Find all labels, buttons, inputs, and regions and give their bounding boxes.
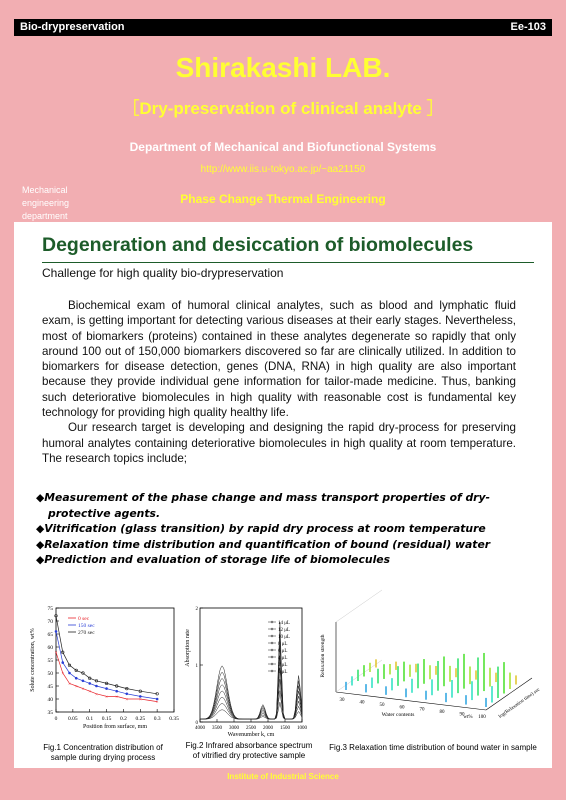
x-tick-label: 2500 bbox=[246, 726, 256, 731]
data-point bbox=[95, 685, 98, 688]
category-label: Bio-drypreservation bbox=[20, 21, 125, 33]
x-tick-label: 0.05 bbox=[68, 716, 78, 722]
legend-label: 8 μL bbox=[278, 642, 288, 647]
y-axis-label: Solute concentration, wt% bbox=[30, 628, 36, 692]
z-axis-label: log(Relaxation time) sec bbox=[498, 687, 542, 720]
data-point: × bbox=[88, 690, 92, 696]
figure-2-chart bbox=[182, 602, 310, 742]
figure-3-chart bbox=[314, 606, 542, 720]
data-point bbox=[68, 672, 71, 675]
legend-label: 270 sec bbox=[78, 630, 95, 636]
figure-3-caption: Fig.3 Relaxation time distribution of bound water in sample bbox=[329, 743, 537, 752]
data-point bbox=[88, 682, 91, 685]
fig2-plot bbox=[185, 607, 308, 738]
y-tick-label: 45 bbox=[47, 684, 53, 690]
x-tick-label: 0 bbox=[54, 716, 58, 722]
topic-item: ◆Relaxation time distribution and quantification of bound (residual) water bbox=[36, 537, 491, 551]
legend-label: 6 μL bbox=[278, 649, 288, 654]
data-point bbox=[75, 677, 78, 680]
topic-item: ◆Measurement of the phase change and mass transport properties of dry-protective agents. bbox=[36, 491, 491, 520]
y-tick-label: 65 bbox=[47, 632, 53, 638]
data-point bbox=[82, 680, 85, 683]
x-tick-label: 50 bbox=[379, 702, 385, 708]
x-tick-label: 0.25 bbox=[135, 716, 146, 722]
x-tick-label: 70 bbox=[419, 707, 425, 713]
side-label-line: Mechanical bbox=[22, 185, 68, 195]
subtitle: ［Dry-preservation of clinical analyte ］ bbox=[122, 99, 444, 118]
legend-label: 2 μL bbox=[278, 663, 288, 668]
paragraph: Our research target is developing and designing the rapid dry-process for preserving humoral analytes containing deteriorative biomolecules in high quality at room temperature. The research topics include; bbox=[42, 421, 516, 465]
content-panel bbox=[14, 222, 552, 768]
data-point: × bbox=[125, 698, 129, 703]
y-tick-label: 1 bbox=[195, 664, 198, 669]
y-tick-label: 75 bbox=[47, 606, 53, 612]
legend-label: 0 sec bbox=[78, 616, 90, 622]
data-point: × bbox=[68, 682, 71, 688]
spectrum-line bbox=[200, 668, 302, 719]
x-tick-label: 3000 bbox=[229, 726, 239, 731]
x-tick-label: 30 bbox=[339, 698, 345, 703]
y-tick-label: 60 bbox=[47, 645, 53, 651]
x-tick-label: 0.15 bbox=[101, 716, 112, 722]
data-point: × bbox=[105, 695, 108, 701]
data-point: × bbox=[74, 685, 78, 690]
paragraph: Biochemical exam of humoral clinical analytes, such as blood and lymphatic fluid exam, is getting important for detecting various diseases at their early stages. Nevertheless, most of biomarkers (proteins) contained in these analytes degenerate so rapidly that only around 100 out of 150,000 biomarkers discovered so far are clinically utilized. In addition to biomarkers for disease detection, genes (DNA, RNA) in high quality are also important because they provide individual gene information for tailor-made medicine. Thus, banking such deteriorative biomolecules in high quality with reasonable cost is fundamental key technology for providing high quality healthy life. bbox=[42, 299, 516, 420]
data-point bbox=[105, 687, 108, 690]
side-label-line: engineering bbox=[22, 198, 70, 208]
data-point bbox=[156, 698, 159, 701]
data-point bbox=[61, 661, 64, 664]
data-point: × bbox=[115, 695, 119, 701]
y-tick-label: 0 bbox=[195, 721, 198, 726]
lab-url[interactable]: http://www.iis.u-tokyo.ac.jp/~aa21150 bbox=[200, 164, 366, 175]
lab-name: Shirakashi LAB. bbox=[175, 52, 391, 83]
series-line bbox=[56, 652, 157, 701]
y-tick-label: 2 bbox=[195, 607, 198, 612]
figure-2-caption: Fig.2 Infrared absorbance spectrum of vitrified dry protective sample bbox=[185, 741, 313, 760]
x-tick-label: 1000 bbox=[297, 726, 307, 731]
x-tick-label: 0.2 bbox=[119, 716, 127, 722]
y-tick-label: 50 bbox=[47, 671, 53, 677]
data-point: × bbox=[95, 692, 98, 698]
fig3-plot bbox=[320, 590, 542, 720]
topic-item: ◆Prediction and evaluation of storage life of biomolecules bbox=[36, 553, 391, 566]
legend-label: 150 sec bbox=[78, 623, 95, 629]
footer: Institute of Industrial Science bbox=[227, 772, 339, 781]
topic-list bbox=[36, 490, 540, 568]
fig1-plot bbox=[30, 606, 179, 730]
y-tick-label: 40 bbox=[47, 697, 53, 703]
data-point: × bbox=[138, 698, 142, 703]
figure-1-chart bbox=[24, 602, 184, 742]
x-axis-label: Position from surface, mm bbox=[83, 724, 147, 730]
legend-label: 14 μL bbox=[278, 621, 290, 626]
x-tick-label: 90 bbox=[459, 712, 465, 718]
y-tick-label: 35 bbox=[47, 710, 53, 716]
x-tick-label: 2000 bbox=[263, 726, 273, 731]
x-tick-label: 0.3 bbox=[153, 716, 161, 722]
data-point bbox=[115, 690, 118, 693]
x-tick-label: 1500 bbox=[280, 726, 290, 731]
y-tick-label: 70 bbox=[47, 619, 53, 625]
heading-rule bbox=[42, 262, 534, 263]
data-point bbox=[126, 693, 129, 696]
x-tick-label: 0.35 bbox=[169, 716, 179, 722]
research-field: Phase Change Thermal Engineering bbox=[180, 192, 386, 206]
x-tick-label: 80 bbox=[439, 710, 445, 716]
figure-1-caption: Fig.1 Concentration distribution of sample during drying process bbox=[43, 743, 163, 762]
data-point: × bbox=[54, 651, 58, 657]
data-point: × bbox=[61, 672, 65, 677]
x-tick-label: 0.1 bbox=[86, 716, 94, 722]
x-tick-label: 100 bbox=[478, 715, 486, 720]
y-axis-label: Absorption rate bbox=[185, 629, 191, 667]
x-tick-label: 3500 bbox=[212, 726, 222, 731]
y-tick-label: 55 bbox=[47, 658, 53, 664]
x-tick-label: 60 bbox=[399, 705, 405, 711]
data-point: × bbox=[81, 687, 85, 693]
z-axis bbox=[486, 678, 532, 710]
legend-label: 4 μL bbox=[278, 656, 288, 661]
header-bar bbox=[14, 19, 552, 36]
department: Department of Mechanical and Biofunctional Systems bbox=[129, 140, 437, 154]
x-axis-unit: wt% bbox=[463, 715, 473, 720]
data-point bbox=[139, 695, 142, 698]
x-tick-label: 4000 bbox=[195, 726, 205, 731]
x-axis bbox=[336, 692, 486, 710]
y-axis-label: Relaxation strength bbox=[320, 634, 326, 678]
panel-challenge: Challenge for high quality bio-drypreservation bbox=[42, 266, 284, 280]
legend-label: 12 μL bbox=[278, 628, 290, 633]
legend-label: 0 μL bbox=[278, 670, 288, 675]
panel-heading: Degeneration and desiccation of biomolecules bbox=[42, 234, 474, 256]
x-axis-label: Wavenumber k, cm bbox=[227, 732, 275, 738]
x-tick-label: 40 bbox=[359, 700, 365, 706]
data-point: × bbox=[155, 700, 159, 706]
data-point bbox=[55, 630, 58, 633]
poster-code: Ee-103 bbox=[510, 21, 546, 33]
panel-body bbox=[42, 298, 516, 466]
side-label-line: department bbox=[22, 211, 68, 221]
x-axis-label: Water contents bbox=[381, 712, 415, 718]
back-edge bbox=[336, 660, 382, 692]
back-edge bbox=[336, 590, 382, 622]
legend-label: 10 μL bbox=[278, 635, 290, 640]
topic-item: ◆Vitrification (glass transition) by rapid dry process at room temperature bbox=[36, 522, 486, 535]
